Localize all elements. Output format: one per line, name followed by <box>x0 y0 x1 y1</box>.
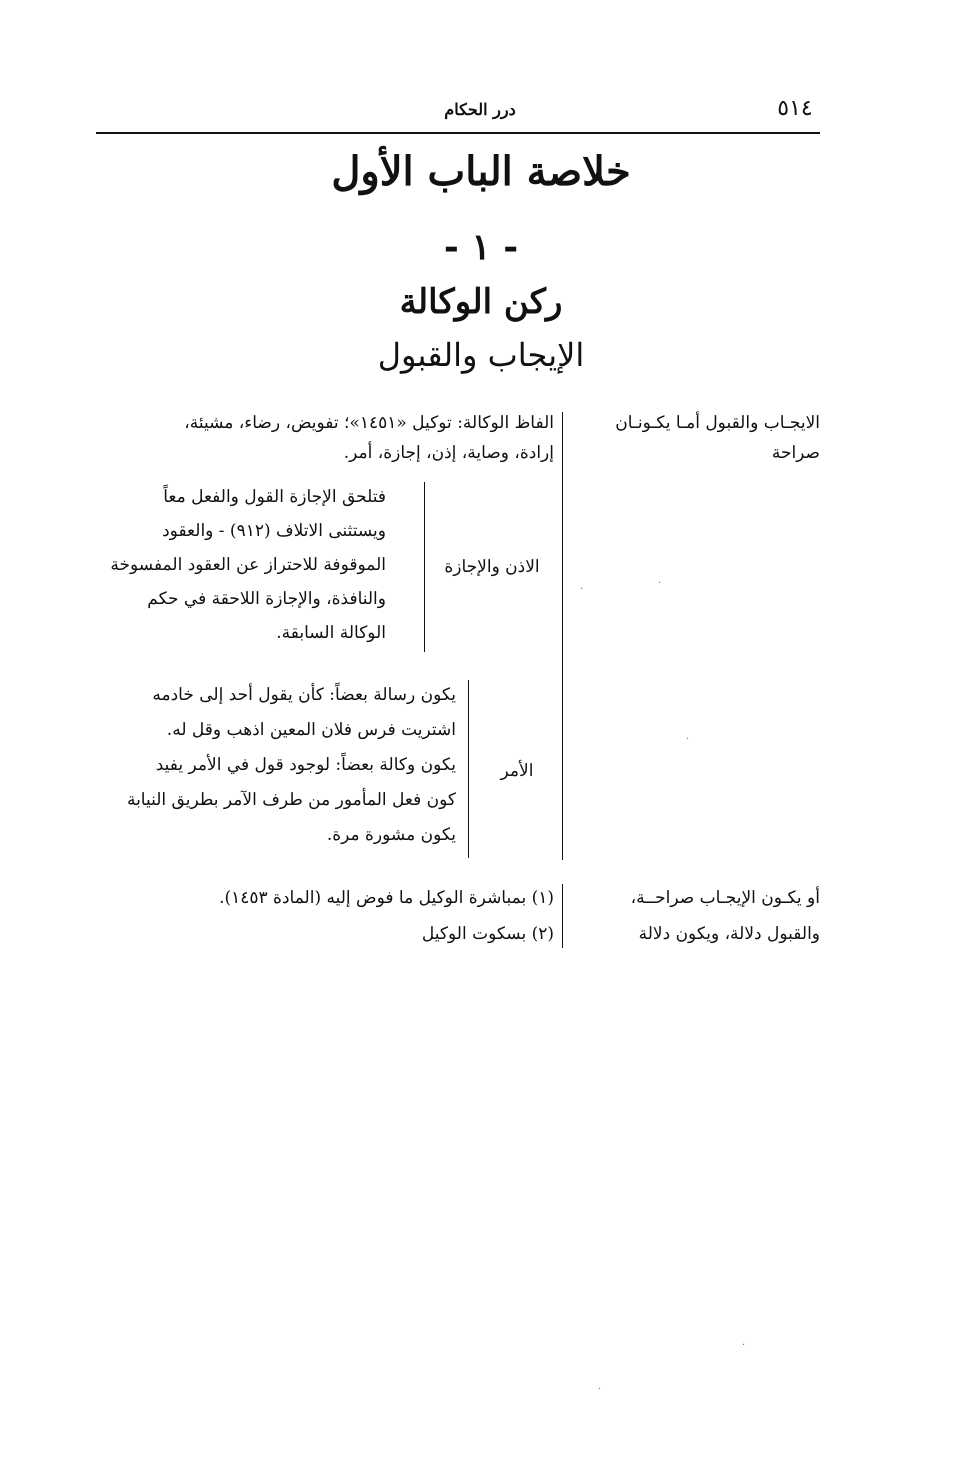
row2-right-column <box>576 880 820 952</box>
row1-divider <box>562 412 563 860</box>
agency-words-line: إرادة، وصاية، إذن، إجازة، أمر. <box>343 443 554 463</box>
section-heading: الإيجاب والقبول <box>377 336 585 374</box>
command-line: يكون رسالة بعضاً: كأن يقول أحد إلى خادمه <box>152 685 456 705</box>
command-line: يكون مشورة مرة. <box>326 825 456 845</box>
row1-right-line: الايجـاب والقبول أمـا يكـونـان <box>615 413 820 433</box>
chapter-title: خلاصة الباب الأول <box>331 148 631 195</box>
permission-body <box>96 480 386 650</box>
section-subtitle: ركن الوكالة <box>399 282 563 322</box>
scan-speck: · <box>686 734 690 745</box>
permission-line: ويستثنى الاتلاف (٩١٢) - والعقود <box>162 521 386 541</box>
page-number: ٥١٤ <box>777 96 813 121</box>
command-line: يكون وكالة بعضاً: لوجود قول في الأمر يفيد <box>155 755 456 775</box>
running-title: درر الحكام <box>444 100 516 119</box>
section-number: - ١ - <box>443 226 519 268</box>
row2-item: (٢) بسكوت الوكيل <box>421 924 554 944</box>
permission-line: والنافذة، والإجازة اللاحقة في حكم <box>147 589 386 609</box>
row1-right-line: صراحة <box>771 443 820 463</box>
permission-line: فتلحق الإجازة القول والفعل معاً <box>163 487 386 507</box>
scan-speck: · <box>658 578 662 589</box>
command-line: اشتريت فرس فلان المعين اذهب وقل له. <box>166 720 456 740</box>
row2-items <box>160 880 554 952</box>
agency-words-list: توكيل «١٤٥١»؛ تفويض، رضاء، مشيئة، <box>184 413 452 433</box>
permission-line: الوكالة السابقة. <box>276 623 386 643</box>
row2-right-line: والقبول دلالة، ويكون دلالة <box>638 924 820 944</box>
command-label: الأمر <box>500 761 534 781</box>
scan-speck: · <box>598 1384 602 1395</box>
command-divider <box>468 680 469 858</box>
command-line: كون فعل المأمور من طرف الآمر بطريق النيابة <box>126 790 456 810</box>
row2-item: (١) بمباشرة الوكيل ما فوض إليه (المادة ١٤٥٣). <box>219 888 554 908</box>
permission-label: الاذن والإجازة <box>444 557 540 577</box>
permission-line: الموقوفة للاحتراز عن العقود المفسوخة <box>110 555 386 575</box>
agency-words <box>96 408 554 468</box>
agency-words-line <box>96 408 554 438</box>
header-rule <box>96 132 820 134</box>
command-body <box>110 678 456 853</box>
row1-right-column <box>576 408 820 468</box>
row2-right-line: أو يكـون الإيجـاب صراحــة، <box>630 888 820 908</box>
scan-speck: · <box>742 1340 746 1351</box>
scan-speck: · <box>580 584 584 595</box>
agency-words-label: الفاظ الوكالة: <box>457 413 554 433</box>
permission-divider <box>424 482 425 652</box>
row2-divider <box>562 884 563 948</box>
